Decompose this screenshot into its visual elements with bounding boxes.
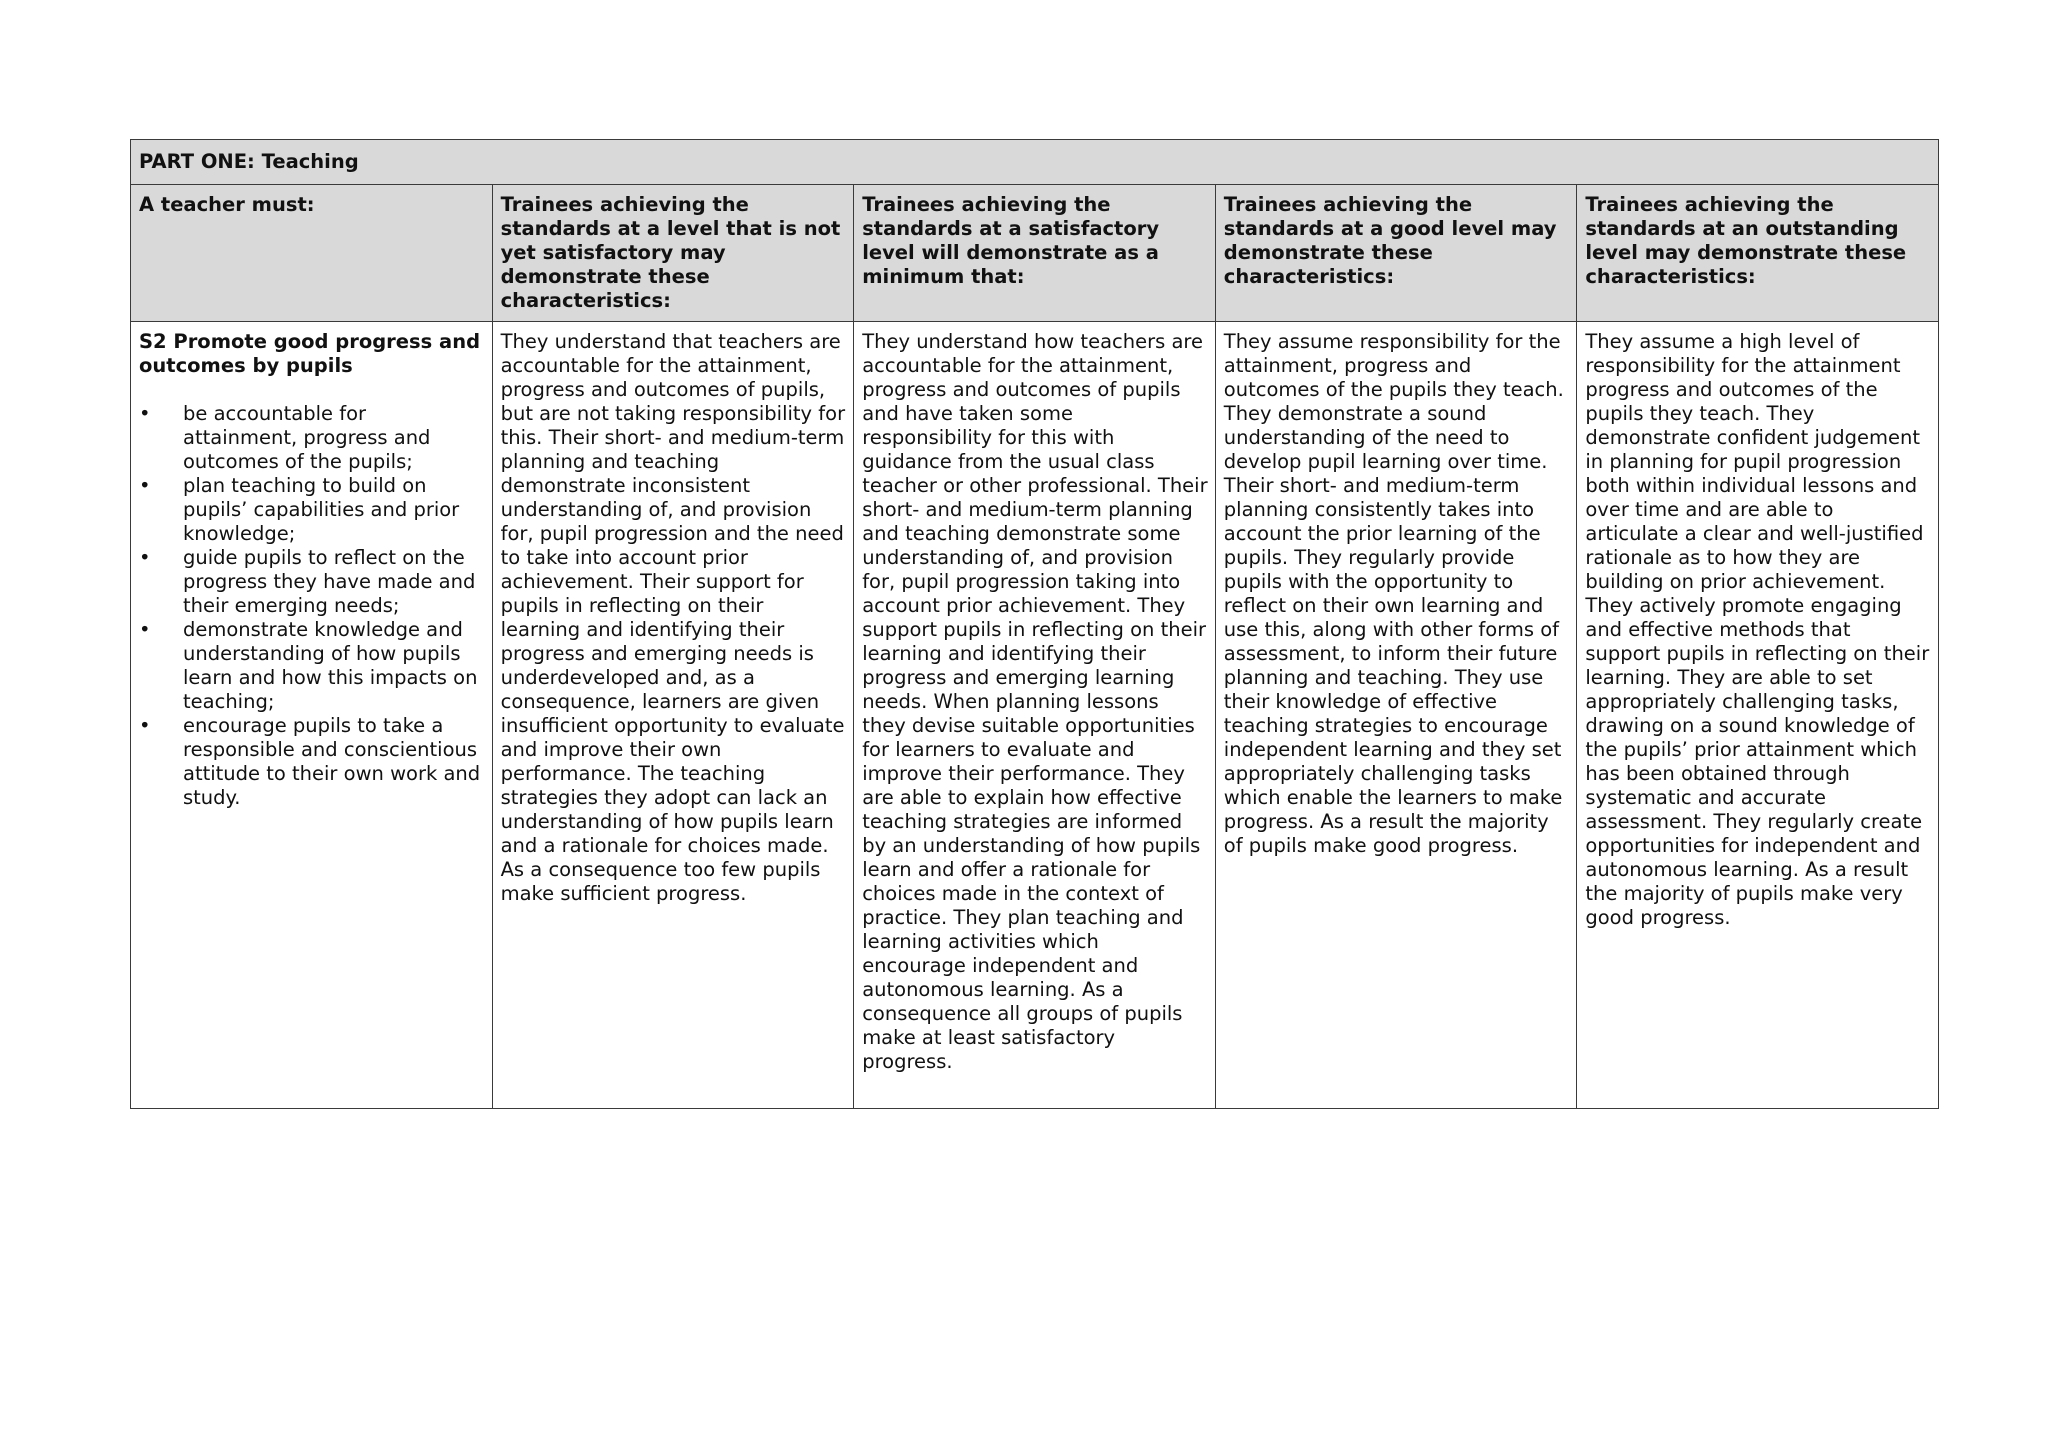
list-item [139, 714, 485, 810]
standards-table [130, 139, 1939, 1109]
bullet-icon: • [139, 402, 151, 425]
standard-bullet-list [139, 402, 485, 810]
bullet-text: demonstrate knowledge and understanding of how pupils learn and how this impacts on teaching; [183, 618, 478, 713]
bullet-icon: • [139, 474, 151, 497]
standard-row [131, 322, 1939, 1109]
part-title: PART ONE: Teaching [131, 140, 1939, 185]
header-outstanding: Trainees achieving the standards at an outstanding level may demonstrate these characteristics: [1577, 185, 1939, 322]
standard-cell [131, 322, 493, 1109]
bullet-icon: • [139, 546, 151, 569]
list-item [139, 618, 485, 714]
header-row [131, 185, 1939, 322]
header-not-yet-satisfactory: Trainees achieving the standards at a level that is not yet satisfactory may demonstrate these characteristics: [492, 185, 854, 322]
descriptor-outstanding: They assume a high level of responsibility for the attainment progress and outcomes of the pupils they teach. They demonstrate confident judgement in planning for pupil progression both within individual lessons and over time and are able to articulate a clear and well-justified rationale as to how they are building on prior achievement. They actively promote engaging and effective methods that support pupils in reflecting on their learning. They are able to set appropriately challenging tasks, drawing on a sound knowledge of the pupils’ prior attainment which has been obtained through systematic and accurate assessment. They regularly create opportunities for independent and autonomous learning. As a result the majority of pupils make very good progress. [1577, 322, 1939, 1109]
list-item [139, 402, 485, 474]
bullet-text: guide pupils to reflect on the progress they have made and their emerging needs; [183, 546, 476, 617]
header-good: Trainees achieving the standards at a good level may demonstrate these characteristics: [1215, 185, 1577, 322]
bullet-icon: • [139, 714, 151, 737]
descriptor-not-yet-satisfactory: They understand that teachers are accountable for the attainment, progress and outcomes of pupils, but are not taking responsibility for this. Their short- and medium-term planning and teaching demonstrate inconsistent understanding of, and provision for, pupil progression and the need to take into account prior achievement. Their support for pupils in reflecting on their learning and identifying their progress and emerging needs is underdeveloped and, as a consequence, learners are given insufficient opportunity to evaluate and improve their own performance. The teaching strategies they adopt can lack an understanding of how pupils learn and a rationale for choices made. As a consequence too few pupils make sufficient progress. [492, 322, 854, 1109]
bullet-icon: • [139, 618, 151, 641]
header-satisfactory: Trainees achieving the standards at a satisfactory level will demonstrate as a minimum that: [854, 185, 1216, 322]
header-teacher-must: A teacher must: [131, 185, 493, 322]
list-item [139, 546, 485, 618]
title-row [131, 140, 1939, 185]
bullet-text: be accountable for attainment, progress and outcomes of the pupils; [183, 402, 431, 473]
list-item [139, 474, 485, 546]
standard-title: S2 Promote good progress and outcomes by pupils [139, 330, 481, 377]
descriptor-good: They assume responsibility for the attainment, progress and outcomes of the pupils they teach. They demonstrate a sound understanding of the need to develop pupil learning over time. Their short- and medium-term planning consistently takes into account the prior learning of the pupils. They regularly provide pupils with the opportunity to reflect on their own learning and use this, along with other forms of assessment, to inform their future planning and teaching. They use their knowledge of effective teaching strategies to encourage independent learning and they set appropriately challenging tasks which enable the learners to make progress. As a result the majority of pupils make good progress. [1215, 322, 1577, 1109]
descriptor-satisfactory: They understand how teachers are accountable for the attainment, progress and outcomes of pupils and have taken some responsibility for this with guidance from the usual class teacher or other professional. Their short- and medium-term planning and teaching demonstrate some understanding of, and provision for, pupil progression taking into account prior achievement. They support pupils in reflecting on their learning and identifying their progress and emerging learning needs. When planning lessons they devise suitable opportunities for learners to evaluate and improve their performance. They are able to explain how effective teaching strategies are informed by an understanding of how pupils learn and offer a rationale for choices made in the context of practice. They plan teaching and learning activities which encourage independent and autonomous learning. As a consequence all groups of pupils make at least satisfactory progress. [854, 322, 1216, 1109]
bullet-text: encourage pupils to take a responsible and conscientious attitude to their own work and study. [183, 714, 481, 809]
bullet-text: plan teaching to build on pupils’ capabilities and prior knowledge; [183, 474, 460, 545]
